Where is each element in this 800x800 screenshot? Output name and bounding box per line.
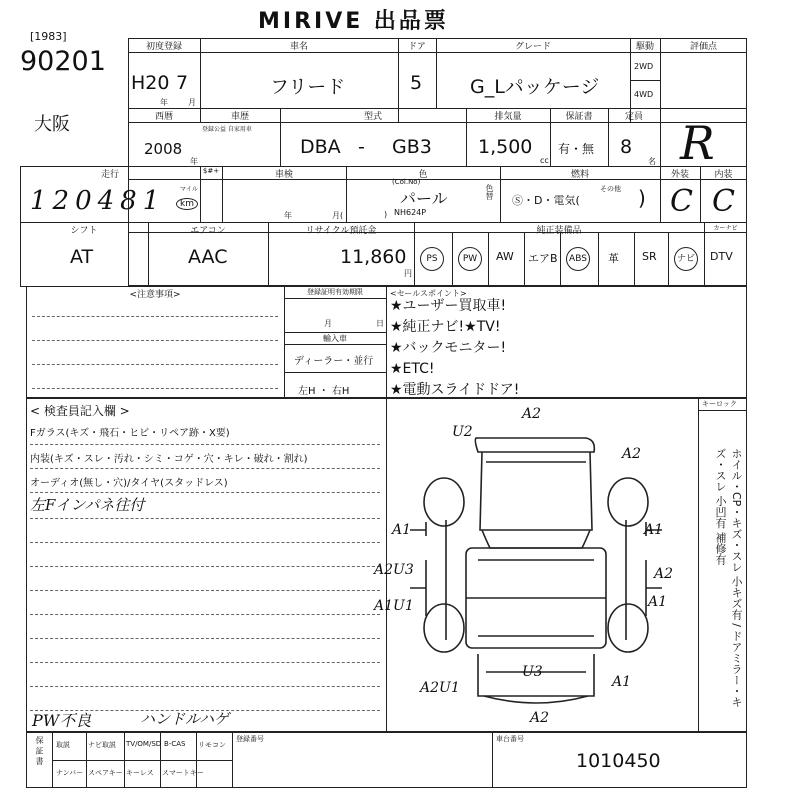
footer-warranty-side: 保 証 書 (35, 736, 44, 766)
equip-abs: ABS (566, 246, 590, 271)
equip-airbag: エアB (528, 252, 558, 265)
mileage-value: 120481 (30, 186, 166, 216)
fuel-other: その他 (600, 185, 621, 193)
mile-label: マイル (180, 186, 198, 193)
equip-navi: ナビ (674, 246, 698, 271)
damage-mark: A1 (648, 594, 668, 610)
wheel-mirror-note: ホイル・CP・キズ・スレ 小キズ有 / ドアミラー・キズ・スレ 小凹有 補修有 (714, 448, 743, 708)
label-model: 型式 (363, 112, 382, 122)
lot-number: 90201 (20, 46, 106, 77)
fuel-value: Ⓢ・D・電気( (512, 194, 580, 207)
keylock-label: キーロック (702, 400, 737, 408)
label-fuel: 燃料 (570, 170, 589, 180)
door-count: 5 (410, 72, 423, 94)
year-value: 2008 (144, 140, 183, 158)
score-value: R (680, 116, 715, 170)
drive-4wd: 4WD (634, 90, 654, 99)
label-equipment: 純正装備品 (536, 226, 582, 236)
inspector-label: < 検査員記入欄 > (30, 404, 130, 418)
handle-value: 左H ・ 右H (298, 386, 350, 397)
sales-point: ★純正ナビ!★TV! (390, 319, 501, 335)
venue: 大阪 (34, 114, 70, 135)
first-reg-era: H20 (131, 72, 170, 94)
label-drive: 駆動 (635, 42, 654, 52)
label-color: 色 (418, 170, 428, 180)
notes-label: <注意事項> (129, 290, 181, 300)
nen-mark: 年 (160, 98, 168, 107)
sales-point: ★バックモニター! (390, 340, 507, 356)
sheet-title: MIRIVE 出品票 (258, 9, 449, 34)
handwritten-note-pw: PW不良 (32, 711, 92, 730)
fuel-close: ) (638, 186, 646, 210)
shift-value: AT (70, 246, 94, 268)
damage-mark: A1 (612, 674, 632, 690)
inspector-line-interior: 内装(キズ・スレ・汚れ・シミ・コゲ・穴・キレ・破れ・割れ) (30, 454, 308, 465)
tsuki-mark: 月 (188, 98, 196, 107)
equip-leather: 革 (608, 252, 619, 265)
cc-unit: cc (540, 156, 549, 165)
label-first-reg: 初度登録 (145, 42, 182, 52)
damage-mark: A2 (522, 406, 542, 422)
insp-close: ) (384, 210, 388, 219)
damage-mark: A1 (392, 522, 412, 538)
damage-mark: A2U1 (420, 680, 460, 696)
equip-pw: PW (458, 246, 482, 271)
sales-point: ★電動スライドドア! (390, 382, 520, 398)
chassis-label: 車台番号 (496, 735, 524, 743)
interior-grade: C (712, 184, 735, 219)
equip-dtv: DTV (710, 250, 733, 263)
color-change: 色替 (485, 184, 494, 200)
damage-mark: A2 (622, 446, 642, 462)
label-year: 西暦 (154, 112, 173, 122)
color-number: NH624P (394, 208, 427, 217)
equip-sunroof: SR (642, 250, 657, 263)
label-shift: シフト (70, 226, 98, 236)
footer-label: TV/OM/SD (126, 740, 162, 748)
sales-points-list (390, 296, 519, 401)
aircon-value: AAC (188, 246, 228, 268)
footer-label: スペアキー (88, 769, 123, 777)
handwritten-note-dash: 左Fインパネ往付 (30, 496, 145, 514)
sales-point: ★ユーザー買取車! (390, 298, 507, 314)
sales-label: <セールスポイント> (390, 289, 467, 298)
model-dash: - (358, 136, 365, 158)
car-damage-diagram (374, 406, 698, 732)
damage-marks (372, 406, 673, 726)
label-doors: ドア (408, 42, 426, 52)
chassis-number: 1010450 (576, 750, 661, 772)
footer-label: スマートキー (162, 769, 204, 777)
import-value: ディーラー・並行 (294, 356, 374, 367)
damage-mark: U2 (452, 424, 473, 440)
sales-point: ★ETC! (390, 361, 435, 377)
model-code: GB3 (392, 136, 432, 158)
label-mileage: 走行 (100, 170, 119, 180)
equip-aw: AW (496, 250, 514, 263)
label-odo: $#+ (202, 167, 220, 175)
reg-number-label: 登録番号 (236, 735, 264, 743)
inspector-line-audio: オーディオ(無し・穴)/タイヤ(スタッドレス) (30, 478, 228, 489)
footer-label: キーレス (126, 769, 154, 777)
insp-tsuki: 月( (332, 211, 344, 220)
import-label: 輸入車 (323, 334, 347, 343)
handwritten-note-handle: ハンドルハゲ (140, 710, 229, 728)
displacement-value: 1,500 (478, 136, 533, 158)
label-capacity: 定員 (624, 112, 643, 122)
label-car-name: 車名 (289, 42, 308, 52)
label-grade: グレード (514, 42, 551, 52)
car-name: フリード (270, 76, 346, 98)
km-circled: km (176, 198, 198, 210)
label-interior: 内装 (714, 170, 733, 180)
history-sub: 登録公益 自家用車 (202, 126, 252, 133)
label-warranty: 保証書 (565, 112, 593, 122)
yen-unit: 円 (404, 269, 412, 278)
color-value: パール (400, 189, 448, 208)
damage-mark: A1U1 (374, 598, 414, 614)
label-recycle: リサイクル預託金 (305, 226, 377, 236)
exterior-grade: C (670, 184, 693, 219)
footer-label: ナンバー (56, 769, 84, 777)
capacity-unit: 名 (648, 157, 656, 166)
capacity-value: 8 (620, 136, 633, 158)
damage-mark: U3 (522, 664, 543, 680)
reg-expiry-label: 登録証明有効期限 (307, 288, 363, 296)
lot-code: [1983] (30, 30, 67, 43)
footer-label: リモコン (198, 741, 226, 749)
grade-name: G_Lパッケージ (470, 76, 600, 98)
drive-2wd: 2WD (634, 62, 654, 71)
label-aircon: エアコン (190, 226, 226, 236)
label-score: 評価点 (689, 42, 717, 52)
color-sub: (Col.No) (392, 178, 421, 186)
label-exterior: 外装 (670, 170, 689, 180)
damage-mark: A2 (530, 710, 550, 726)
label-carnavi: カーナビ (713, 225, 738, 232)
reg-month: 月 (324, 319, 332, 328)
damage-mark: A1 (644, 522, 664, 538)
inspector-line-glass: Fガラス(キズ・飛石・ヒビ・リペア跡・X要) (30, 428, 230, 439)
footer-label: 取説 (56, 741, 70, 749)
footer-label: ナビ取説 (88, 741, 116, 749)
label-history: 車歴 (230, 112, 249, 122)
first-reg-month: 7 (176, 72, 189, 94)
insp-nen: 年 (284, 211, 292, 220)
label-inspection: 車検 (274, 170, 293, 180)
damage-mark: A2 (654, 566, 674, 582)
year-suffix: 年 (190, 157, 198, 166)
warranty-value: 有・無 (558, 142, 595, 156)
damage-mark: A2U3 (374, 562, 414, 578)
equip-ps: PS (420, 246, 444, 271)
footer-label: B-CAS (164, 740, 186, 748)
label-displacement: 排気量 (494, 112, 522, 122)
model-prefix: DBA (300, 136, 341, 158)
reg-day: 日 (376, 319, 384, 328)
recycle-value: 11,860 (340, 246, 407, 268)
